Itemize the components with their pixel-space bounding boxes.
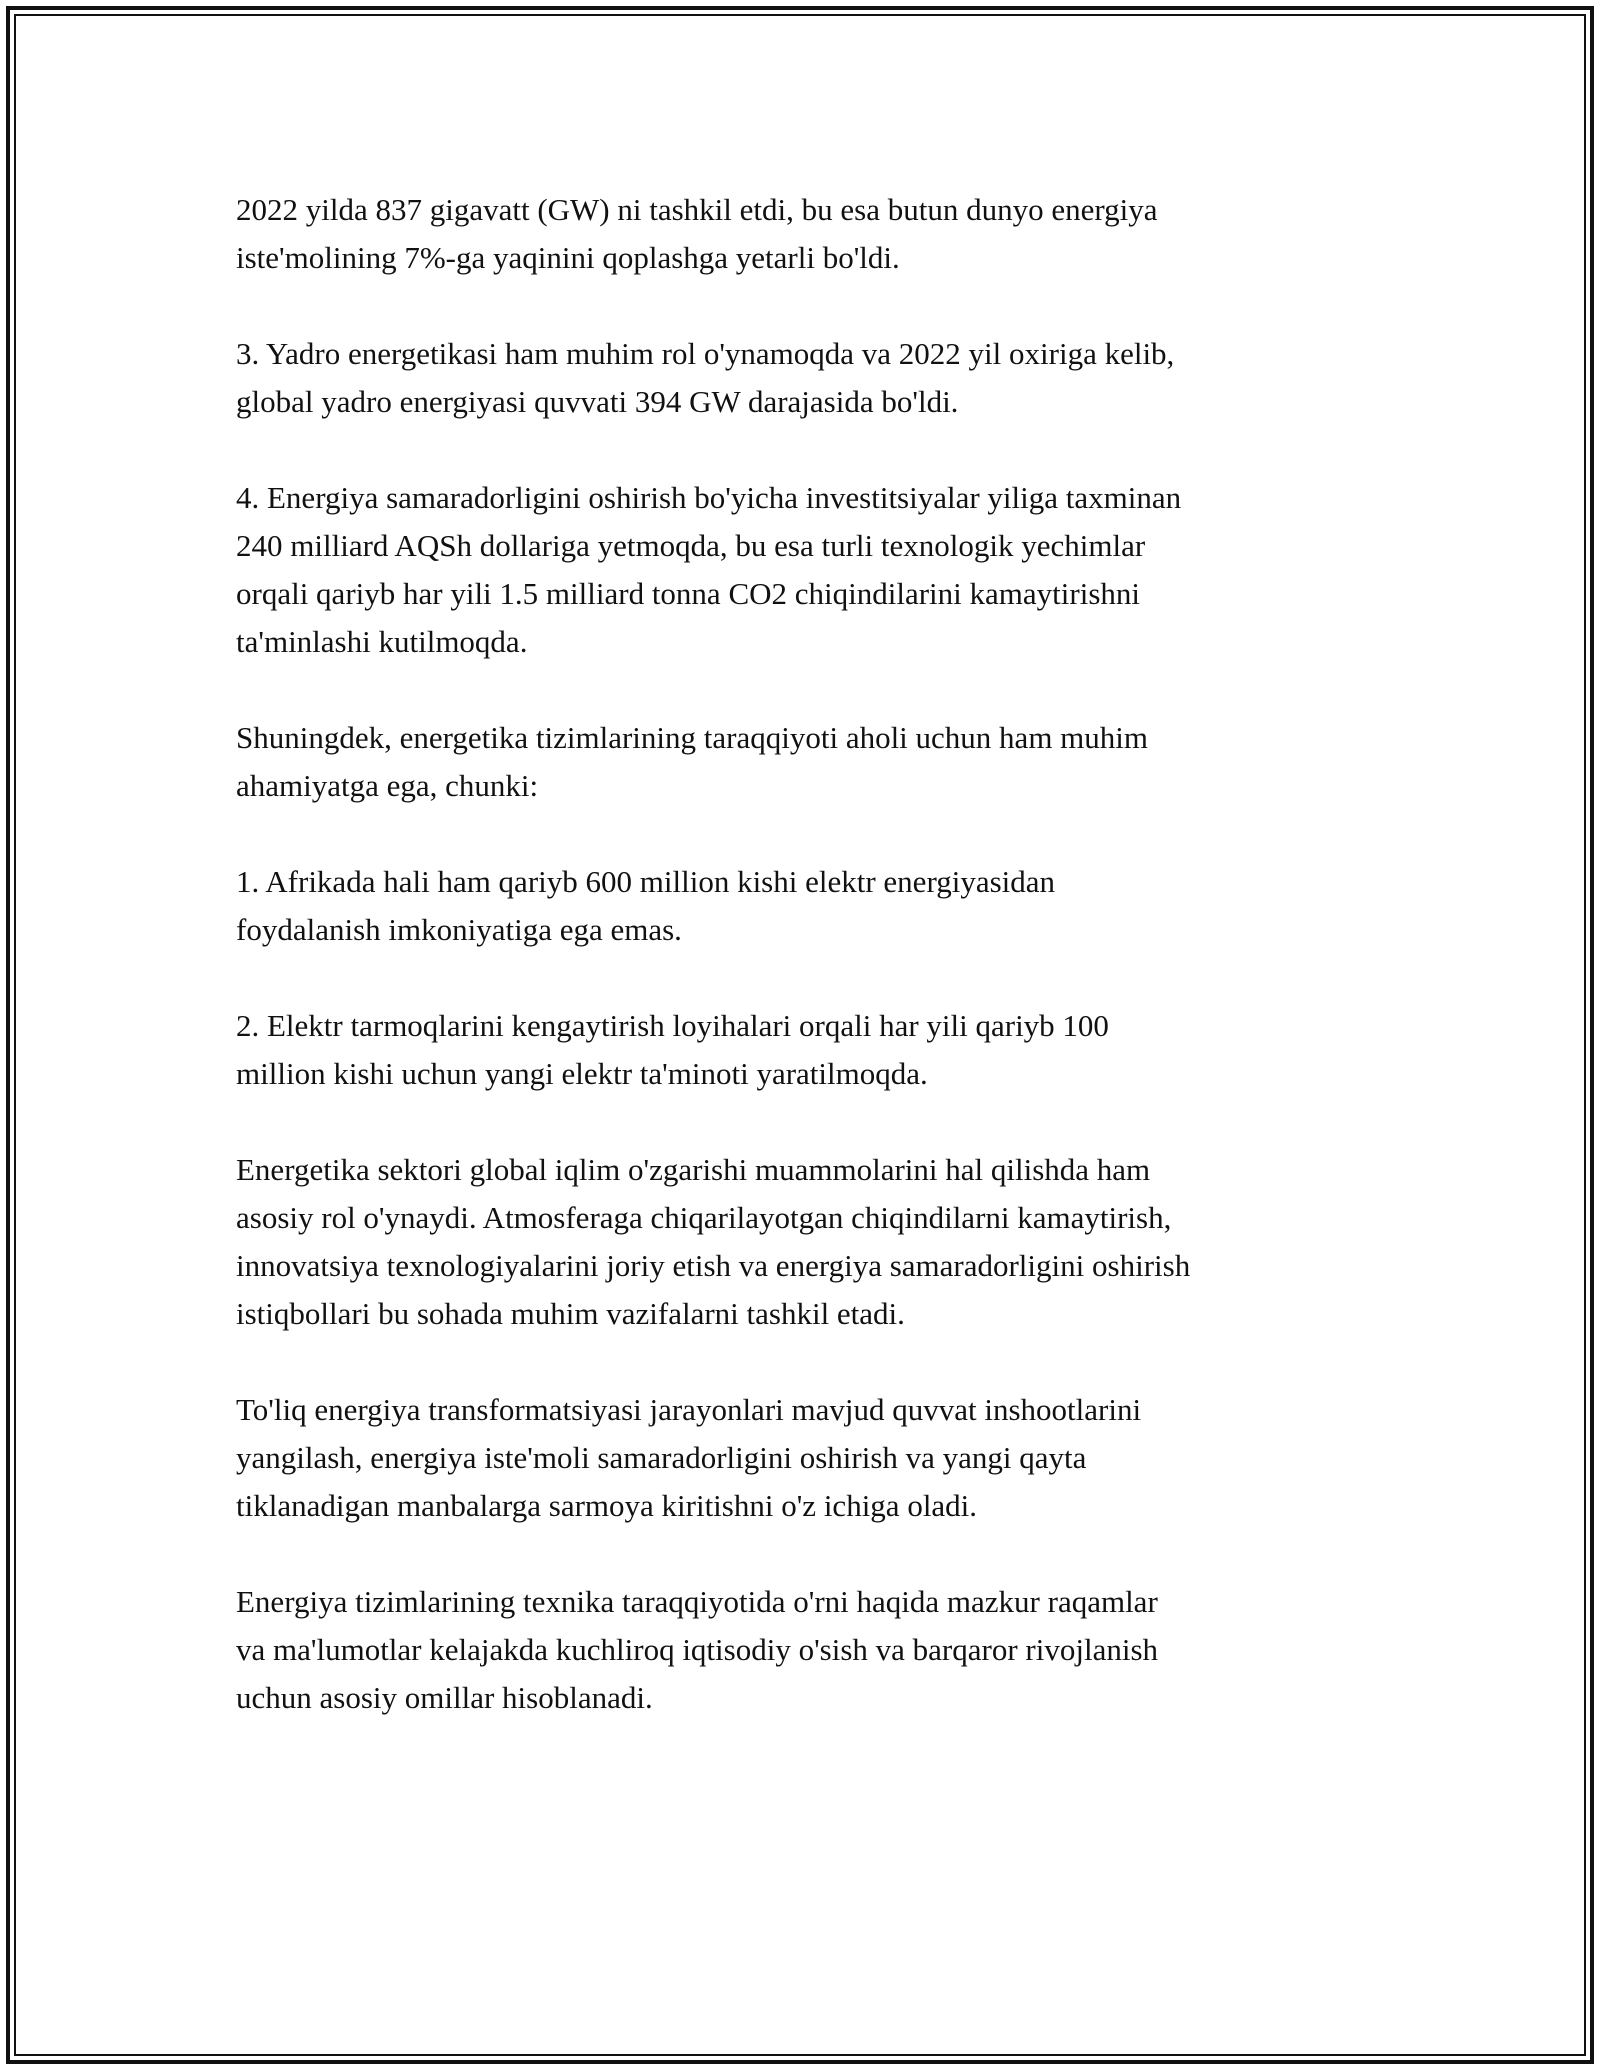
paragraph-africa-access: 1. Afrikada hali ham qariyb 600 million kishi elektr energiyasidan foydalanish imkoniyatiga ega emas. <box>236 864 1056 947</box>
paragraph-nuclear-energy: 3. Yadro energetikasi ham muhim rol o'ynamoqda va 2022 yil oxiriga kelib, global yadro energiyasi quvvati 394 GW darajasida bo'ldi. <box>236 336 1175 419</box>
document-body <box>236 186 1376 1770</box>
paragraph-climate-role: Energetika sektori global iqlim o'zgarishi muammolarini hal qilishda ham asosiy rol o'ynaydi. Atmosferaga chiqarilayotgan chiqindilarni kamaytirish, innovatsiya texnologiyalarini joriy etish va energiya samaradorligini oshirish istiqbollari bu sohada muhim vazifalarni tashkil etadi. <box>236 1152 1191 1331</box>
paragraph-transformation: To'liq energiya transformatsiyasi jarayonlari mavjud quvvat inshootlarini yangilash, energiya iste'moli samaradorligini oshirish va yangi qayta tiklanadigan manbalarga sarmoya kiritishni o'z ichiga oladi. <box>236 1392 1142 1523</box>
paragraph-solar-capacity: 2022 yilda 837 gigavatt (GW) ni tashkil etdi, bu esa butun dunyo energiya iste'molining 7%-ga yaqinini qoplashga yetarli bo'ldi. <box>236 192 1158 275</box>
paragraph-energy-efficiency: 4. Energiya samaradorligini oshirish bo'yicha investitsiyalar yiliga taxminan 240 milliard AQSh dollariga yetmoqda, bu esa turli texnologik yechimlar orqali qariyb har yili 1.5 milliard tonna CO2 chiqindilarini kamaytirishni ta'minlashi kutilmoqda. <box>236 480 1182 659</box>
paragraph-conclusion: Energiya tizimlarining texnika taraqqiyotida o'rni haqida mazkur raqamlar va ma'lumotlar kelajakda kuchliroq iqtisodiy o'sish va barqaror rivojlanish uchun asosiy omillar hisoblanadi. <box>236 1584 1159 1715</box>
paragraph-grid-expansion: 2. Elektr tarmoqlarini kengaytirish loyihalari orqali har yili qariyb 100 million kishi uchun yangi elektr ta'minoti yaratilmoqda. <box>236 1008 1109 1091</box>
paragraph-population-intro: Shuningdek, energetika tizimlarining taraqqiyoti aholi uchun ham muhim ahamiyatga ega, chunki: <box>236 720 1149 803</box>
